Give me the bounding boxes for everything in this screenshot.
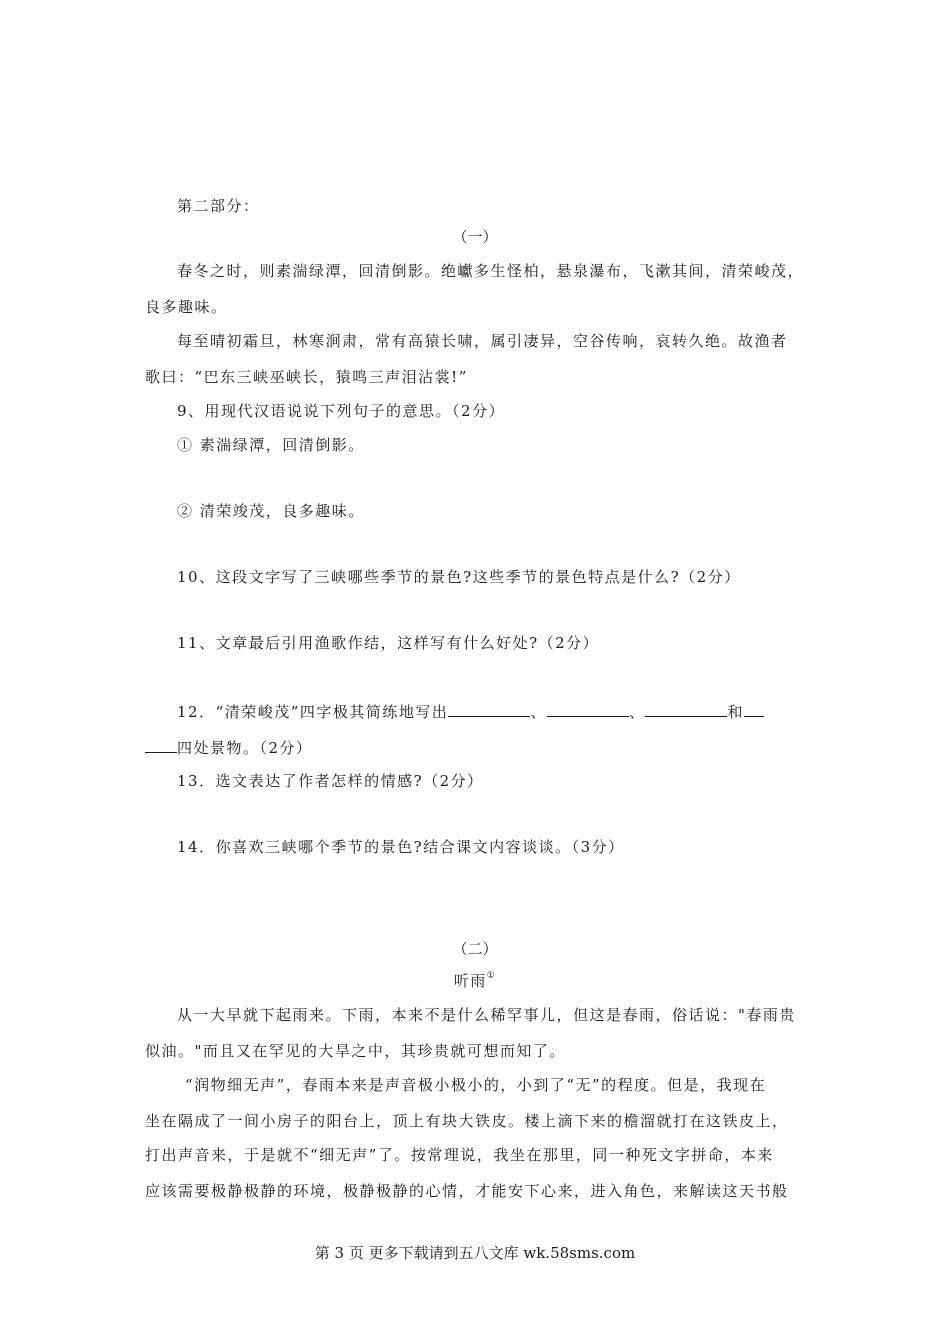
question-12-continued xyxy=(145,737,313,758)
and-word: 和 xyxy=(727,703,744,721)
passage-2-line-6: 应该需要极静极静的环境，极静极静的心情，才能安下心来，进入角色，来解读这天书般 xyxy=(145,1182,789,1200)
question-12-ending: 四处景物。（2分） xyxy=(177,739,313,757)
answer-blank-4b[interactable] xyxy=(145,737,177,753)
passage-2-line-1: 从一大早就下起雨来。下雨，本来不是什么稀罕事儿，但这是春雨，俗话说："春雨贵 xyxy=(177,1006,796,1024)
passage-2-line-5: 打出声音来，于是就不“细无声”了。按常理说，我坐在那里，同一种死文字拼命，本来 xyxy=(145,1146,774,1164)
question-9-item-2: ② 清荣竣茂，良多趣味。 xyxy=(177,502,365,520)
answer-blank-1[interactable] xyxy=(448,701,530,717)
part-heading: 第二部分： xyxy=(177,197,260,215)
answer-blank-3[interactable] xyxy=(645,701,727,717)
section-2-number: （二） xyxy=(452,940,498,958)
question-13: 13．选文表达了作者怎样的情感?（2分） xyxy=(177,772,484,790)
passage-2-line-3: “润物细无声”，春雨本来是声音极小极小的，小到了“无”的程度。但是，我现在 xyxy=(185,1076,767,1094)
answer-blank-4a[interactable] xyxy=(744,701,764,717)
passage-1-line-3: 每至晴初霜旦，林寒涧肃，常有高猿长啸，属引凄异，空谷传响，哀转久绝。故渔者 xyxy=(177,332,788,350)
separator: 、 xyxy=(530,703,547,721)
article-title xyxy=(0,971,950,991)
separator: 、 xyxy=(628,703,646,721)
footnote-marker: ① xyxy=(486,971,497,981)
passage-1-line-1: 春冬之时，则素湍绿潭，回清倒影。绝巘多生怪柏，悬泉瀑布，飞漱其间，清荣峻茂， xyxy=(177,262,805,280)
passage-1-line-2: 良多趣味。 xyxy=(145,298,228,316)
answer-blank-2[interactable] xyxy=(547,701,629,717)
question-10: 10、这段文字写了三峡哪些季节的景色?这些季节的景色特点是什么?（2分） xyxy=(177,568,741,586)
question-12-text: 12．“清荣峻茂”四字极其简练地写出 xyxy=(177,703,449,721)
article-title-text: 听雨 xyxy=(453,972,487,990)
question-9: 9、用现代汉语说说下列句子的意思。（2分） xyxy=(177,402,506,420)
question-9-item-1: ① 素湍绿潭，回清倒影。 xyxy=(177,436,365,454)
passage-1-line-4: 歌曰：“巴东三峡巫峡长，猿鸣三声泪沾裳!” xyxy=(145,368,468,386)
section-1-number: （一） xyxy=(452,228,498,246)
question-14: 14．你喜欢三峡哪个季节的景色?结合课文内容谈谈。（3分） xyxy=(177,838,625,856)
question-11: 11、文章最后引用渔歌作结，这样写有什么好处?（2分） xyxy=(177,634,600,652)
page-footer: 第 3 页 更多下载请到五八文库 wk.58sms.com xyxy=(314,1244,636,1262)
question-12 xyxy=(177,701,764,722)
passage-2-line-2: 似油。"而且又在罕见的大旱之中，其珍贵就可想而知了。 xyxy=(145,1042,566,1060)
passage-2-line-4: 坐在隔成了一间小房子的阳台上，顶上有块大铁皮。楼上滴下来的檐溜就打在这铁皮上， xyxy=(145,1112,789,1130)
